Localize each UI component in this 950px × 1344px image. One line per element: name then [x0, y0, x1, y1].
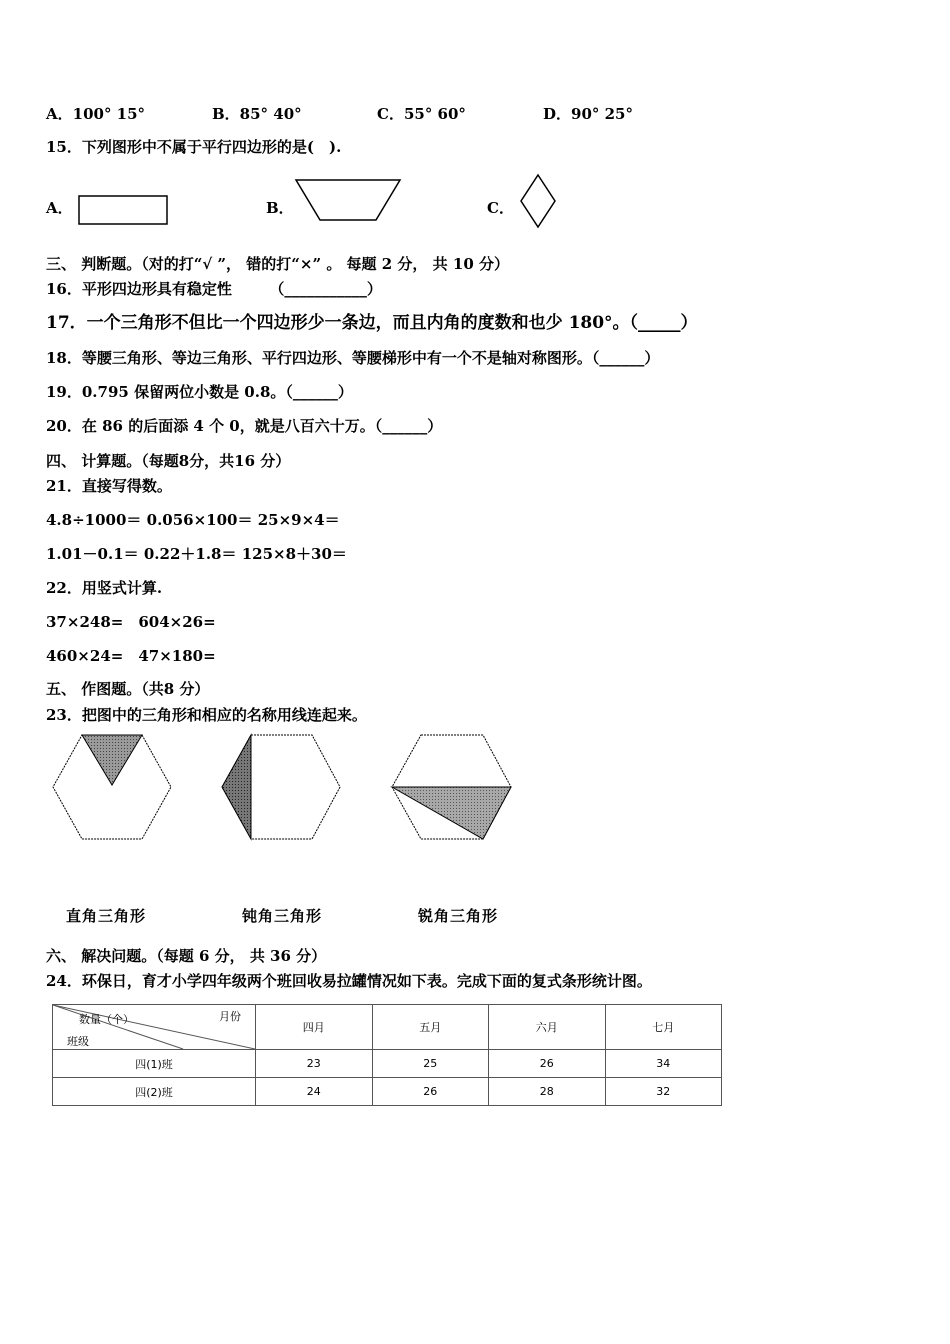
q24-data-table [52, 1004, 722, 1106]
value-cell: 23 [256, 1050, 373, 1078]
q24-question: 24．环保日，育才小学四年级两个班回收易拉罐情况如下表。完成下面的复式条形统计图。 [46, 972, 652, 990]
q20-question: 20．在 86 的后面添 4 个 0，就是八百六十万。（______） [46, 417, 443, 435]
month-header: 七月 [605, 1005, 722, 1050]
q23-question: 23．把图中的三角形和相应的名称用线连起来。 [46, 706, 367, 724]
value-cell: 28 [489, 1078, 606, 1106]
corner-class-label: 班级 [67, 1035, 89, 1048]
value-cell: 32 [605, 1078, 722, 1106]
table-corner-cell [53, 1005, 256, 1050]
q21-row-2: 1.01－0.1＝ 0.22＋1.8＝ 125×8＋30＝ [46, 545, 347, 563]
q21-row-1: 4.8÷1000＝ 0.056×100＝ 25×9×4＝ [46, 511, 340, 529]
month-header: 五月 [372, 1005, 489, 1050]
month-header: 四月 [256, 1005, 373, 1050]
hexagon-right-triangle-icon [220, 733, 342, 841]
corner-month-label: 月份 [219, 1010, 241, 1023]
hexagon-acute-triangle-icon [52, 733, 174, 841]
table-row [53, 1050, 722, 1078]
q22-row-2: 460×24= 47×180= [46, 647, 216, 665]
section6-title: 六、 解决问题。（每题 6 分， 共 36 分） [46, 947, 327, 965]
q14-option-d: D．90° 25° [543, 105, 633, 123]
hexagon-obtuse-triangle-icon [390, 733, 514, 841]
class-name-cell: 四(1)班 [53, 1050, 256, 1078]
rhombus-icon [518, 173, 558, 229]
q15-option-a-label: A． [46, 199, 73, 217]
q17-question: 17．一个三角形不但比一个四边形少一条边，而且内角的度数和也少 180°。（_____） [46, 313, 698, 333]
corner-quantity-label: 数量（个） [79, 1013, 134, 1026]
q23-label-3: 锐角三角形 [418, 907, 499, 925]
section3-title: 三、 判断题。（对的打“√ ”， 错的打“×” 。 每题 2 分， 共 10 分） [46, 255, 509, 273]
q14-option-c: C．55° 60° [377, 105, 466, 123]
rectangle-icon [78, 195, 170, 227]
trapezoid-icon [294, 178, 404, 224]
section5-title: 五、 作图题。（共8 分） [46, 680, 210, 698]
q15-option-b-label: B． [266, 199, 294, 217]
table-header-row [53, 1005, 722, 1050]
q15-question: 15．下列图形中不属于平行四边形的是( ). [46, 138, 342, 156]
value-cell: 26 [372, 1078, 489, 1106]
month-header: 六月 [489, 1005, 606, 1050]
q22-row-1: 37×248= 604×26= [46, 613, 216, 631]
q23-label-2: 钝角三角形 [242, 907, 323, 925]
q16-question: 16．平形四边形具有稳定性 （___________） [46, 280, 382, 298]
value-cell: 24 [256, 1078, 373, 1106]
q22-question: 22．用竖式计算. [46, 579, 163, 597]
section4-title: 四、 计算题。（每题8分，共16 分） [46, 452, 291, 470]
q14-option-a: A．100° 15° [46, 105, 146, 123]
q15-option-c-label: C． [487, 199, 514, 217]
value-cell: 26 [489, 1050, 606, 1078]
q19-question: 19．0.795 保留两位小数是 0.8。（______） [46, 383, 353, 401]
value-cell: 34 [605, 1050, 722, 1078]
value-cell: 25 [372, 1050, 489, 1078]
q23-label-1: 直角三角形 [66, 907, 147, 925]
q18-question: 18．等腰三角形、等边三角形、平行四边形、等腰梯形中有一个不是轴对称图形。（______） [46, 349, 660, 367]
table-row [53, 1078, 722, 1106]
q14-option-b: B．85° 40° [212, 105, 302, 123]
class-name-cell: 四(2)班 [53, 1078, 256, 1106]
q21-question: 21．直接写得数。 [46, 477, 172, 495]
